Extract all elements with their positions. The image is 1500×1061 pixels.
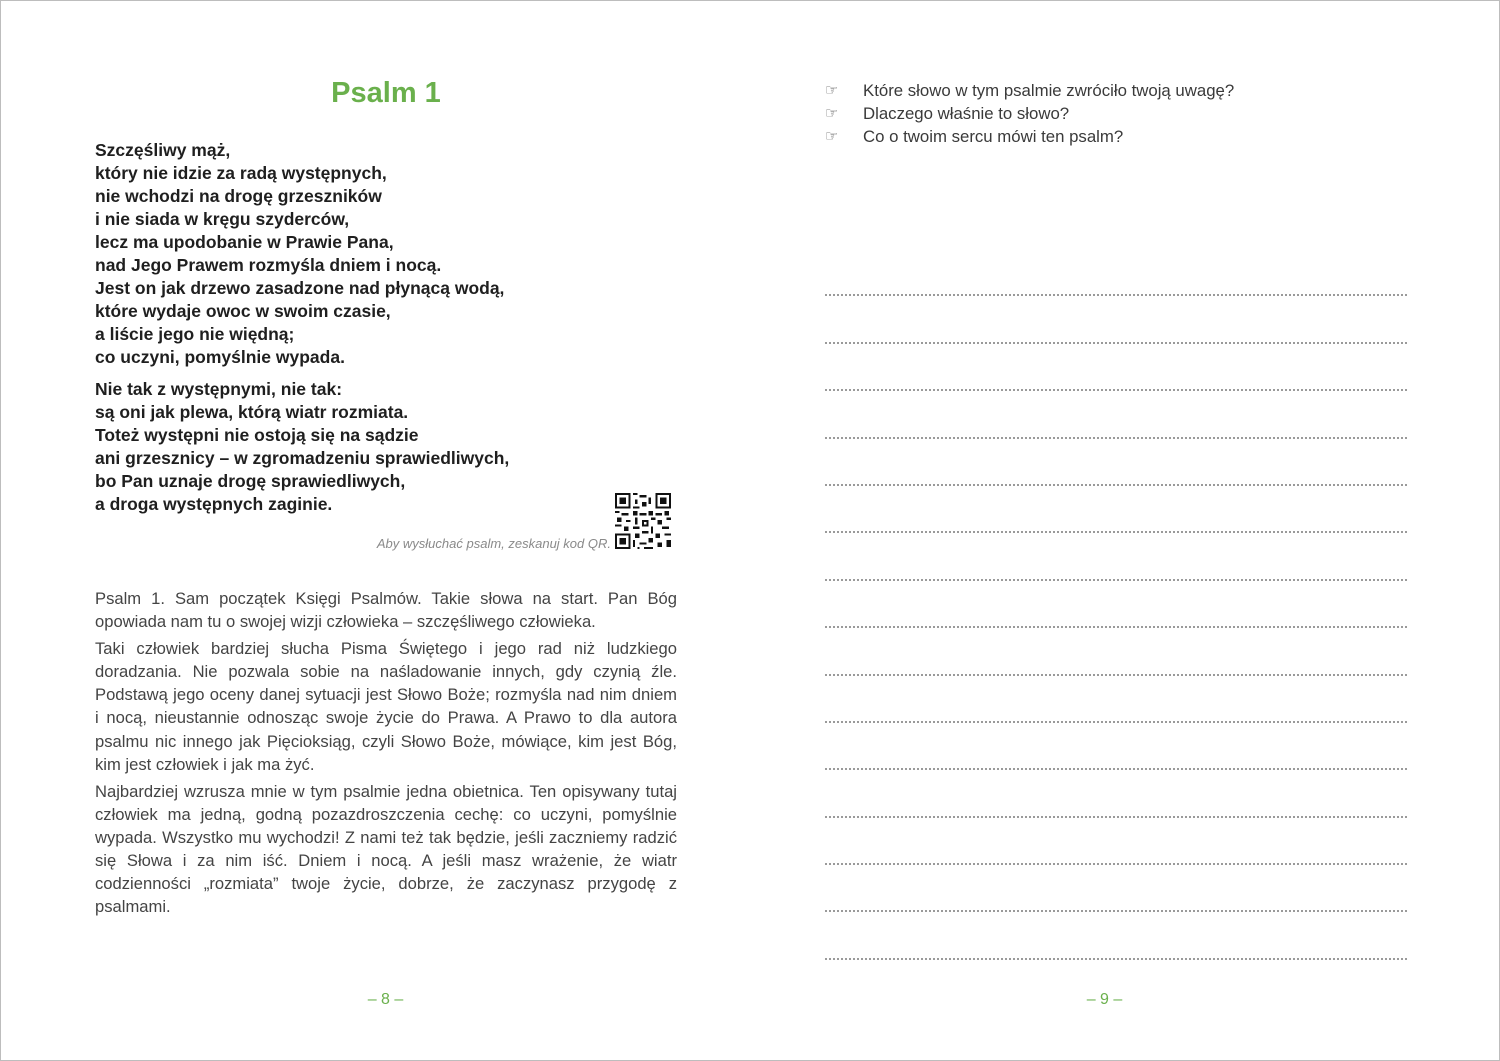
writing-line[interactable]	[825, 439, 1407, 486]
page-number-left: – 8 –	[367, 991, 404, 1008]
psalm-line: co uczyni, pomyślnie wypada.	[95, 347, 345, 367]
writing-line[interactable]	[825, 818, 1407, 865]
left-page	[1, 1, 750, 1060]
commentary	[95, 587, 677, 922]
psalm-line: który nie idzie za radą występnych,	[95, 163, 387, 183]
writing-lines	[825, 249, 1407, 960]
psalm-line: a droga występnych zaginie.	[95, 494, 333, 514]
psalm-line: nie wchodzi na drogę grzeszników	[95, 186, 382, 206]
writing-line[interactable]	[825, 296, 1407, 343]
psalm-line: bo Pan uznaje drogę sprawiedliwych,	[95, 471, 406, 491]
question-item	[825, 125, 1234, 148]
psalm-line: Nie tak z występnymi, nie tak:	[95, 379, 343, 399]
writing-line[interactable]	[825, 723, 1407, 770]
psalm-line: Szczęśliwy mąż,	[95, 140, 231, 160]
psalm-line: nad Jego Prawem rozmyśla dniem i nocą.	[95, 255, 442, 275]
writing-line[interactable]	[825, 391, 1407, 438]
right-page	[750, 1, 1499, 1060]
writing-line[interactable]	[825, 249, 1407, 296]
psalm-text	[95, 139, 615, 525]
psalm-line: są oni jak plewa, którą wiatr rozmiata.	[95, 402, 409, 422]
pointing-hand-icon: ☞	[825, 105, 839, 123]
psalm-title: Psalm 1	[331, 77, 441, 109]
question-text: Co o twoim sercu mówi ten psalm?	[863, 127, 1124, 147]
writing-line[interactable]	[825, 344, 1407, 391]
question-item	[825, 79, 1234, 102]
pointing-hand-icon: ☞	[825, 82, 839, 99]
writing-line[interactable]	[825, 676, 1407, 723]
question-text: Dlaczego właśnie to słowo?	[863, 104, 1070, 124]
question-text: Które słowo w tym psalmie zwróciło twoją uwagę?	[863, 81, 1235, 100]
question-item	[825, 102, 1234, 125]
qr-caption: Aby wysłuchać psalm, zeskanuj kod QR.	[376, 536, 611, 551]
psalm-line: i nie siada w kręgu szyderców,	[95, 209, 350, 229]
pointing-hand-icon: ☞	[825, 128, 839, 146]
psalm-line: które wydaje owoc w swoim czasie,	[95, 301, 391, 321]
psalm-line: Jest on jak drzewo zasadzone nad płynącą wodą,	[95, 278, 505, 298]
question-list	[825, 79, 1234, 149]
psalm-stanza-1	[95, 139, 615, 369]
psalm-line: a liście jego nie więdną;	[95, 324, 295, 344]
writing-line[interactable]	[825, 770, 1407, 817]
psalm-line: lecz ma upodobanie w Prawie Pana,	[95, 232, 394, 252]
qr-code[interactable]	[615, 493, 671, 549]
page-number-right: – 9 –	[1086, 991, 1123, 1008]
writing-line[interactable]	[825, 628, 1407, 675]
psalm-line: Toteż występni nie ostoją się na sądzie	[95, 425, 419, 445]
writing-line[interactable]	[825, 912, 1407, 959]
commentary-paragraph: Taki człowiek bardziej słucha Pisma Świętego i jego rad niż ludzkiego doradzania. Nie pozwala sobie na naśladowanie innych, gdy czynią źle. Podstawą jego oceny danej sytuacji jest Słowo Boże; rozmyśla nad nim dniem i nocą, nieustannie odnosząc swoje życie do Prawa. A Prawo to dla autora psalmu nic innego jak Pięcioksiąg, czyli Słowo Boże, mówiące, kim jest Bóg, kim jest człowiek i jak ma żyć.	[95, 639, 677, 774]
writing-line[interactable]	[825, 865, 1407, 912]
commentary-paragraph: Najbardziej wzrusza mnie w tym psalmie jedna obietnica. Ten opisywany tutaj człowiek ma jedną, godną pozazdroszczenia cechę: co uczyni, pomyślnie wypada. Wszystko mu wychodzi! Z nami też tak będzie, jeśli zaczniemy radzić się Słowa i za nim iść. Dniem i nocą. A jeśli masz wrażenie, że wiatr codzienności „rozmiata” twoje życie, dobrze, że zaczynasz przygodę z psalmami.	[95, 781, 677, 917]
psalm-stanza-2	[95, 378, 615, 516]
writing-line[interactable]	[825, 581, 1407, 628]
psalm-line: ani grzesznicy – w zgromadzeniu sprawiedliwych,	[95, 448, 510, 468]
writing-line[interactable]	[825, 533, 1407, 580]
commentary-paragraph: Psalm 1. Sam początek Księgi Psalmów. Takie słowa na start. Pan Bóg opowiada nam tu o swojej wizji człowieka – szczęśliwego człowieka.	[95, 589, 677, 632]
writing-line[interactable]	[825, 486, 1407, 533]
